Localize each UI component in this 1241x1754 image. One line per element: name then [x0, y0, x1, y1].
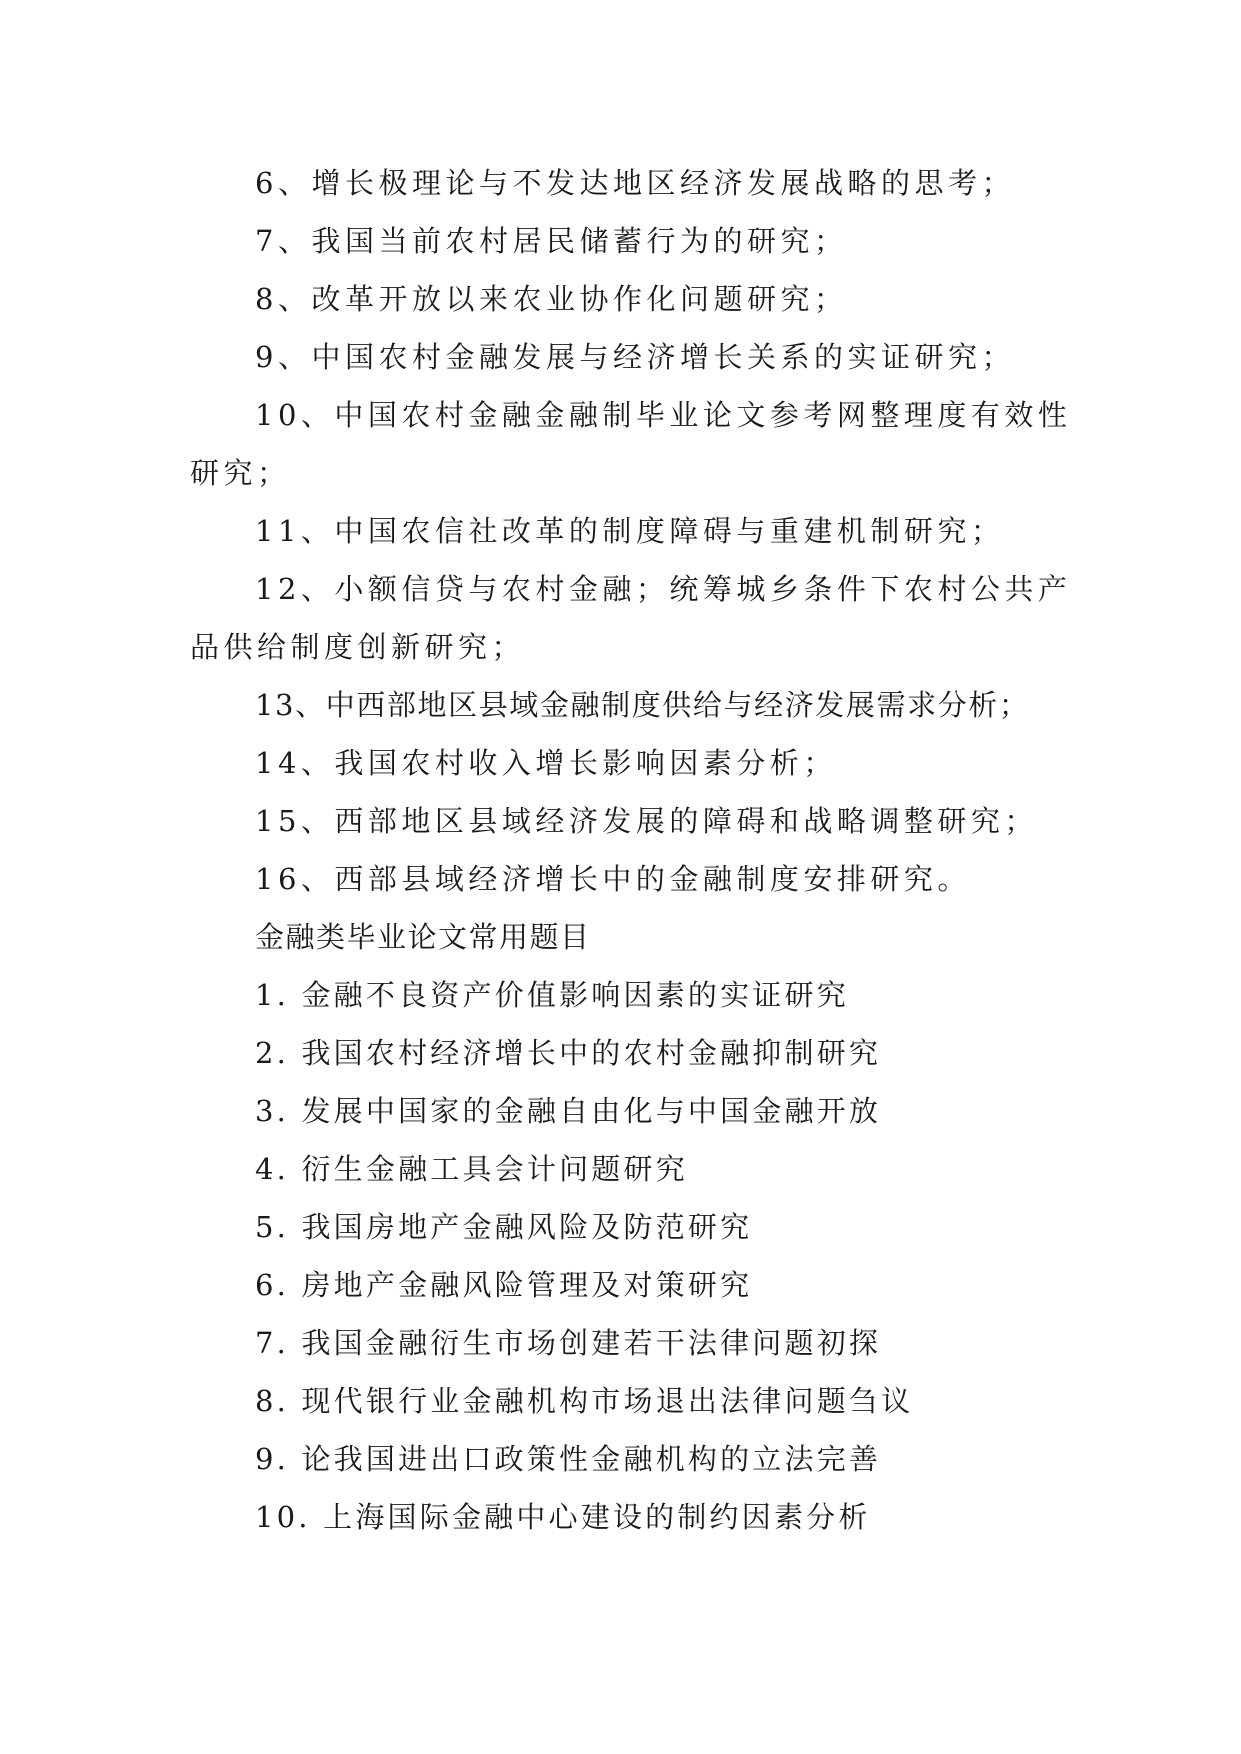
text-line: 13、中西部地区县域金融制度供给与经济发展需求分析； — [255, 688, 1030, 722]
list-item: 3. 发展中国家的金融自由化与中国金融开放 — [255, 1094, 882, 1128]
section-heading: 金融类毕业论文常用题目 — [255, 920, 591, 954]
text-line: 12、小额信贷与农村金融；统筹城乡条件下农村公共产 — [255, 572, 1072, 606]
text-line: 9、中国农村金融发展与经济增长关系的实证研究； — [255, 340, 1015, 374]
list-item: 4. 衍生金融工具会计问题研究 — [255, 1152, 688, 1186]
list-item: 8. 现代银行业金融机构市场退出法律问题刍议 — [255, 1384, 914, 1418]
list-item: 2. 我国农村经济增长中的农村金融抑制研究 — [255, 1036, 882, 1070]
list-item: 6. 房地产金融风险管理及对策研究 — [255, 1268, 753, 1302]
list-item: 1. 金融不良资产价值影响因素的实证研究 — [255, 978, 849, 1012]
text-line: 11、中国农信社改革的制度障碍与重建机制研究； — [255, 514, 1005, 548]
text-line: 品供给制度创新研究； — [190, 630, 526, 664]
list-item: 5. 我国房地产金融风险及防范研究 — [255, 1210, 753, 1244]
list-item: 10. 上海国际金融中心建设的制约因素分析 — [255, 1500, 871, 1534]
text-line: 16、西部县域经济增长中的金融制度安排研究。 — [255, 862, 971, 896]
list-item: 7. 我国金融衍生市场创建若干法律问题初探 — [255, 1326, 882, 1360]
text-line: 10、中国农村金融金融制毕业论文参考网整理度有效性 — [255, 398, 1072, 432]
text-line: 14、我国农村收入增长影响因素分析； — [255, 746, 837, 780]
text-line: 6、增长极理论与不发达地区经济发展战略的思考； — [255, 166, 1015, 200]
text-line: 15、西部地区县域经济发展的障碍和战略调整研究； — [255, 804, 1038, 838]
text-line: 8、改革开放以来农业协作化问题研究； — [255, 282, 848, 316]
list-item: 9. 论我国进出口政策性金融机构的立法完善 — [255, 1442, 882, 1476]
text-line: 7、我国当前农村居民储蓄行为的研究； — [255, 224, 848, 258]
text-line: 研究； — [190, 456, 291, 490]
